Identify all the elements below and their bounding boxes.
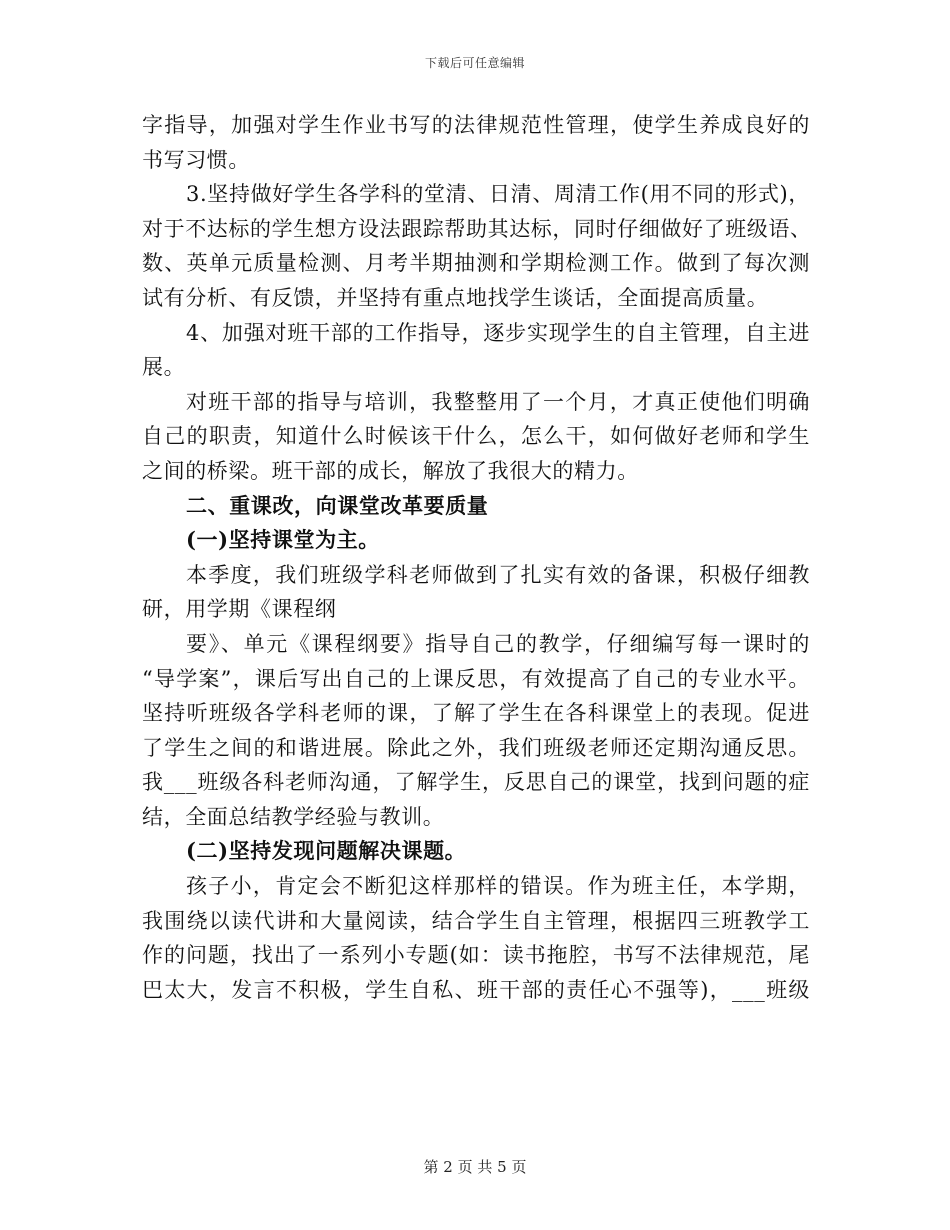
body-line: 展。 xyxy=(142,355,186,380)
body-line: 了学生之间的和谐进展。除此之外，我们班级老师还定期沟通反思。 xyxy=(142,735,810,760)
body-line: 数、英单元质量检测、月考半期抽测和学期检测工作。做到了每次测 xyxy=(142,251,810,276)
page-header: 下载后可任意编辑 xyxy=(424,56,525,70)
body-line: “导学案”，课后写出自己的上课反思，有效提高了自己的专业水平。 xyxy=(142,666,810,691)
subsection-heading: (二)坚持发现问题解决课题。 xyxy=(186,838,467,864)
body-line: 作的问题，找出了一系列小专题(如：读书拖腔，书写不法律规范，尾 xyxy=(142,943,810,968)
body-line: 自己的职责，知道什么时候该干什么，怎么干，如何做好老师和学生 xyxy=(142,424,810,449)
body-line: 3.坚持做好学生各学科的堂清、日清、周清工作(用不同的形式)， xyxy=(186,182,810,207)
body-line: 要》、单元《课程纲要》指导自己的教学，仔细编写每一课时的 xyxy=(186,631,810,656)
body-line: 字指导，加强对学生作业书写的法律规范性管理，使学生养成良好的 xyxy=(142,113,810,137)
body-line: 本季度，我们班级学科老师做到了扎实有效的备课，积极仔细教 xyxy=(186,562,810,587)
body-line: 之间的桥梁。班干部的成长，解放了我很大的精力。 xyxy=(142,458,639,483)
body-line: 4、加强对班干部的工作指导，逐步实现学生的自主管理，自主进 xyxy=(186,320,810,345)
body-line: 对班干部的指导与培训，我整整用了一个月，才真正使他们明确 xyxy=(186,389,810,414)
body-line: 结，全面总结教学经验与教训。 xyxy=(142,804,445,829)
section-heading: 二、重课改，向课堂改革要质量 xyxy=(186,492,489,518)
body-line: 研，用学期《课程纲 xyxy=(142,597,337,622)
body-line: 书写习惯。 xyxy=(142,147,250,172)
body-line: 我___班级各科老师沟通，了解学生，反思自己的课堂，找到问题的症 xyxy=(142,770,810,795)
body-line: 试有分析、有反馈，并坚持有重点地找学生谈话，全面提高质量。 xyxy=(142,285,769,310)
page-number-footer: 第 2 页 共 5 页 xyxy=(423,1158,527,1176)
subsection-heading: (一)坚持课堂为主。 xyxy=(186,527,380,553)
body-line: 我围绕以读代讲和大量阅读，结合学生自主管理，根据四三班教学工 xyxy=(142,908,810,933)
body-line: 巴太大，发言不积极，学生自私、班干部的责任心不强等)，___班级 xyxy=(142,977,810,1002)
body-line: 坚持听班级各学科老师的课，了解了学生在各科课堂上的表现。促进 xyxy=(142,701,810,726)
body-line: 对于不达标的学生想方设法跟踪帮助其达标，同时仔细做好了班级语、 xyxy=(142,216,812,241)
document-body xyxy=(142,108,810,1007)
body-line: 孩子小，肯定会不断犯这样那样的错误。作为班主任，本学期， xyxy=(186,874,810,899)
